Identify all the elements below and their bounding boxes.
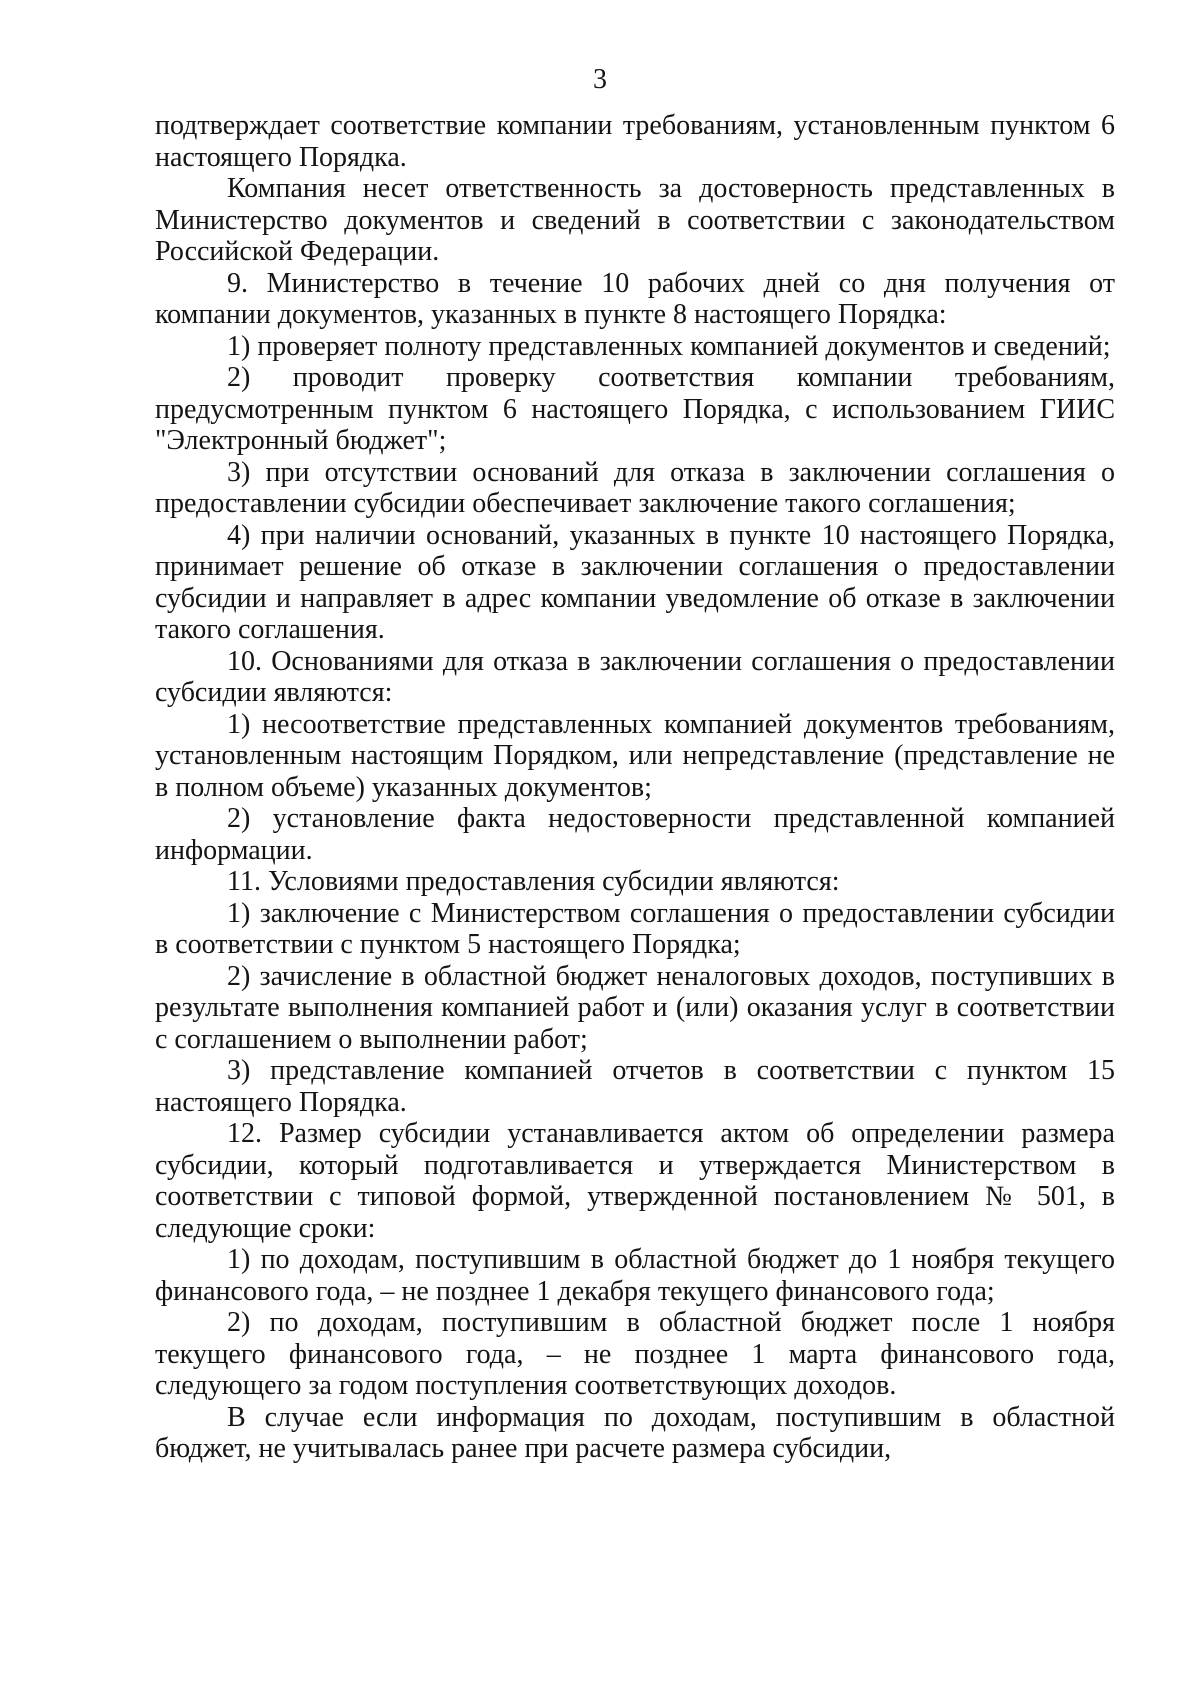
page-number: 3 (593, 64, 607, 95)
paragraph-final: В случае если информация по доходам, поступившим в областной бюджет, не учитывалась ранее при расчете размера субсидии, (155, 1401, 1115, 1464)
paragraph-item-12: 12. Размер субсидии устанавливается актом об определении размера субсидии, который подготавливается и утверждается Министерством в соответствии с типовой формой, утвержденной постановлением № 501, в следующие сроки: (155, 1118, 1115, 1244)
document-body (155, 110, 1115, 1465)
paragraph-item-11: 11. Условиями предоставления субсидии являются: (227, 866, 840, 897)
paragraph-item-9-2: 2) проводит проверку соответствия компании требованиям, предусмотренным пунктом 6 настоящего Порядка, с использованием ГИИС "Электронный бюджет"; (155, 362, 1115, 456)
paragraph-item-11-2: 2) зачисление в областной бюджет неналоговых доходов, поступивших в результате выполнения компанией работ и (или) оказания услуг в соответствии с соглашением о выполнении работ; (155, 960, 1115, 1055)
paragraph-company-responsibility: Компания несет ответственность за достоверность представленных в Министерство документов и сведений в соответствии с законодательством Российской Федерации. (155, 173, 1115, 267)
paragraph-item-10: 10. Основаниями для отказа в заключении соглашения о предоставлении субсидии являются: (155, 645, 1115, 708)
paragraph-item-12-1: 1) по доходам, поступившим в областной бюджет до 1 ноября текущего финансового года, – не позднее 1 декабря текущего финансового года; (155, 1244, 1115, 1307)
paragraph-item-9-3: 3) при отсутствии оснований для отказа в заключении соглашения о предоставлении субсидии обеспечивает заключение такого соглашения; (155, 456, 1115, 519)
paragraph-item-11-1: 1) заключение с Министерством соглашения о предоставлении субсидии в соответствии с пунктом 5 настоящего Порядка; (155, 897, 1115, 960)
paragraph-continuation: подтверждает соответствие компании требованиям, установленным пунктом 6 настоящего Порядка. (155, 110, 1115, 173)
paragraph-item-9: 9. Министерство в течение 10 рабочих дней со дня получения от компании документов, указанных в пункте 8 настоящего Порядка: (155, 267, 1115, 330)
paragraph-item-9-1: 1) проверяет полноту представленных компанией документов и сведений; (227, 330, 1111, 362)
paragraph-item-9-4: 4) при наличии оснований, указанных в пункте 10 настоящего Порядка, принимает решение об отказе в заключении соглашения о предоставлении субсидии и направляет в адрес компании уведомление об отказе в заключении такого соглашения. (155, 519, 1115, 645)
paragraph-item-12-2: 2) по доходам, поступившим в областной бюджет после 1 ноября текущего финансового года, – не позднее 1 марта финансового года, следующего за годом поступления соответствующих доходов. (155, 1307, 1115, 1401)
paragraph-item-10-2: 2) установление факта недостоверности представленной компанией информации. (155, 803, 1115, 866)
paragraph-item-11-3: 3) представление компанией отчетов в соответствии с пунктом 15 настоящего Порядка. (155, 1055, 1115, 1118)
paragraph-item-10-1: 1) несоответствие представленных компанией документов требованиям, установленным настоящим Порядком, или непредставление (представление не в полном объеме) указанных документов; (155, 708, 1115, 803)
